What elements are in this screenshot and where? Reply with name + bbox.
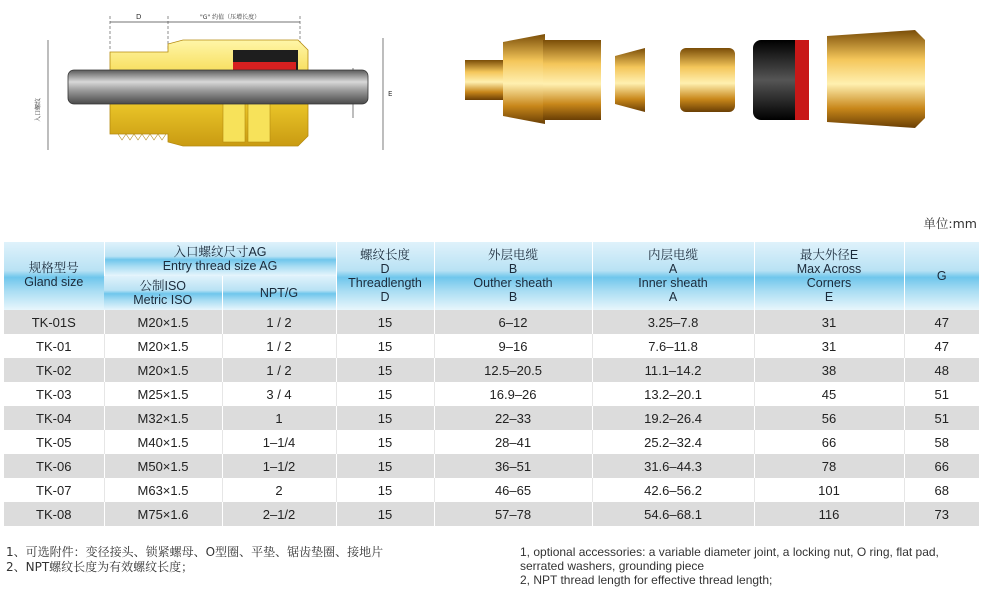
- cell-gland-size: TK-06: [4, 454, 104, 478]
- cell-max-across: 66: [754, 430, 904, 454]
- cable-gland-diagram: [8, 10, 408, 170]
- cell-inner-sheath: 7.6–11.8: [592, 334, 754, 358]
- cell-npt: 1 / 2: [222, 310, 336, 334]
- cell-gland-size: TK-08: [4, 502, 104, 526]
- cell-max-across: 31: [754, 334, 904, 358]
- header-gland-size: [4, 242, 104, 310]
- cell-thread-length: 15: [336, 358, 434, 382]
- cell-g: 66: [904, 454, 979, 478]
- cell-g: 48: [904, 358, 979, 382]
- cell-metric-iso: M20×1.5: [104, 334, 222, 358]
- cell-thread-length: 15: [336, 430, 434, 454]
- table-row: [4, 478, 979, 502]
- cell-max-across: 56: [754, 406, 904, 430]
- cell-max-across: 31: [754, 310, 904, 334]
- header-outer-cn: 外层电缆: [488, 248, 539, 262]
- header-metric-iso: [104, 276, 222, 310]
- header-inner-en: Inner sheath: [638, 276, 708, 290]
- cell-inner-sheath: 3.25–7.8: [592, 310, 754, 334]
- cell-outer-sheath: 36–51: [434, 454, 592, 478]
- cell-max-across: 116: [754, 502, 904, 526]
- table-row: [4, 406, 979, 430]
- cell-outer-sheath: 22–33: [434, 406, 592, 430]
- cell-npt: 1: [222, 406, 336, 430]
- cell-outer-sheath: 6–12: [434, 310, 592, 334]
- note-cn-2: 2、NPT螺纹长度为有效螺纹长度；: [6, 560, 194, 574]
- cell-metric-iso: M20×1.5: [104, 310, 222, 334]
- cell-metric-iso: M32×1.5: [104, 406, 222, 430]
- cell-g: 47: [904, 310, 979, 334]
- cell-max-across: 78: [754, 454, 904, 478]
- table-row: [4, 310, 979, 334]
- note-en-3: 2, NPT thread length for effective thread length;: [520, 573, 773, 587]
- cell-g: 73: [904, 502, 979, 526]
- cell-outer-sheath: 28–41: [434, 430, 592, 454]
- table-row: [4, 454, 979, 478]
- header-inner-a1: A: [668, 262, 678, 276]
- note-en-1: 1, optional accessories: a variable diameter joint, a locking nut, O ring, flat pad,: [520, 545, 939, 559]
- cell-inner-sheath: 25.2–32.4: [592, 430, 754, 454]
- note-cn-1: 1、可选附件：变径接头、锁紧螺母、O型圈、平垫、锯齿垫圈、接地片: [6, 545, 384, 559]
- header-thread-en: Threadlength: [348, 276, 422, 290]
- header-max-cn: 最大外径E: [799, 248, 859, 262]
- cell-outer-sheath: 12.5–20.5: [434, 358, 592, 382]
- table-row: [4, 430, 979, 454]
- header-iso-cn: 公制ISO: [139, 279, 187, 293]
- notes-english: [520, 545, 980, 587]
- header-outer-en: Outher sheath: [473, 276, 553, 290]
- header-max-en1: Max Across: [796, 262, 862, 276]
- header-npt: [222, 276, 336, 310]
- cell-g: 51: [904, 406, 979, 430]
- cell-g: 47: [904, 334, 979, 358]
- table-row: [4, 382, 979, 406]
- header-thread-d1: D: [380, 262, 390, 276]
- cell-inner-sheath: 19.2–26.4: [592, 406, 754, 430]
- cell-inner-sheath: 31.6–44.3: [592, 454, 754, 478]
- header-inner-a2: A: [668, 290, 678, 304]
- cell-thread-length: 15: [336, 382, 434, 406]
- cell-gland-size: TK-05: [4, 430, 104, 454]
- header-outer-b2: B: [508, 290, 518, 304]
- cell-metric-iso: M75×1.6: [104, 502, 222, 526]
- cell-npt: 2: [222, 478, 336, 502]
- header-entry-cn: 入口螺纹尺寸AG: [173, 245, 267, 259]
- cell-g: 68: [904, 478, 979, 502]
- header-iso-en: Metric ISO: [133, 293, 193, 307]
- cell-gland-size: TK-07: [4, 478, 104, 502]
- header-inner-cn: 内层电缆: [648, 248, 699, 262]
- cell-outer-sheath: 46–65: [434, 478, 592, 502]
- header-npt-label: NPT/G: [259, 286, 299, 300]
- cell-npt: 1 / 2: [222, 358, 336, 382]
- cell-outer-sheath: 9–16: [434, 334, 592, 358]
- cell-thread-length: 15: [336, 310, 434, 334]
- spec-table-body: [4, 310, 979, 526]
- spec-table: [4, 242, 979, 526]
- cell-metric-iso: M63×1.5: [104, 478, 222, 502]
- cell-gland-size: TK-01: [4, 334, 104, 358]
- dim-g-label: "G" 约值（压增长度）: [200, 14, 261, 21]
- cell-metric-iso: M50×1.5: [104, 454, 222, 478]
- cell-max-across: 45: [754, 382, 904, 406]
- cell-metric-iso: M25×1.5: [104, 382, 222, 406]
- cell-max-across: 101: [754, 478, 904, 502]
- cell-npt: 2–1/2: [222, 502, 336, 526]
- gland-parts-photo: [455, 20, 955, 135]
- cell-npt: 1 / 2: [222, 334, 336, 358]
- header-thread-cn: 螺纹长度: [360, 248, 411, 262]
- header-max-en2: Corners: [806, 276, 852, 290]
- dim-d-label: D: [136, 13, 142, 21]
- cell-thread-length: 15: [336, 502, 434, 526]
- header-size-cn: 规格型号: [28, 261, 79, 275]
- header-thread-length: [336, 242, 434, 310]
- cell-npt: 3 / 4: [222, 382, 336, 406]
- unit-label: 单位:mm: [923, 216, 977, 231]
- table-row: [4, 334, 979, 358]
- table-row: [4, 502, 979, 526]
- cell-gland-size: TK-01S: [4, 310, 104, 334]
- header-thread-d2: D: [380, 290, 390, 304]
- header-g: [904, 242, 979, 310]
- header-outer-b1: B: [508, 262, 518, 276]
- cell-outer-sheath: 16.9–26: [434, 382, 592, 406]
- cell-g: 58: [904, 430, 979, 454]
- cell-metric-iso: M20×1.5: [104, 358, 222, 382]
- cell-gland-size: TK-03: [4, 382, 104, 406]
- cell-inner-sheath: 11.1–14.2: [592, 358, 754, 382]
- table-row: [4, 358, 979, 382]
- cell-inner-sheath: 13.2–20.1: [592, 382, 754, 406]
- header-outer-sheath: [434, 242, 592, 310]
- cell-npt: 1–1/4: [222, 430, 336, 454]
- header-entry-en: Entry thread size AG: [162, 259, 278, 273]
- cell-metric-iso: M40×1.5: [104, 430, 222, 454]
- cell-thread-length: 15: [336, 454, 434, 478]
- header-entry-thread: [104, 242, 336, 276]
- notes-chinese: [6, 545, 383, 575]
- cell-gland-size: TK-04: [4, 406, 104, 430]
- cell-thread-length: 15: [336, 334, 434, 358]
- header-size-en: Gland size: [24, 275, 84, 289]
- cell-inner-sheath: 42.6–56.2: [592, 478, 754, 502]
- cell-gland-size: TK-02: [4, 358, 104, 382]
- cell-inner-sheath: 54.6–68.1: [592, 502, 754, 526]
- header-max-e: E: [824, 290, 834, 304]
- cell-thread-length: 15: [336, 478, 434, 502]
- cell-g: 51: [904, 382, 979, 406]
- cell-max-across: 38: [754, 358, 904, 382]
- cell-outer-sheath: 57–78: [434, 502, 592, 526]
- entry-label: 入口螺纹: [35, 97, 42, 122]
- cell-npt: 1–1/2: [222, 454, 336, 478]
- note-en-2: serrated washers, grounding piece: [520, 559, 705, 573]
- header-inner-sheath: [592, 242, 754, 310]
- cell-thread-length: 15: [336, 406, 434, 430]
- header-g-label: G: [936, 269, 947, 283]
- dim-e-label: E: [388, 90, 393, 98]
- header-max-across: [754, 242, 904, 310]
